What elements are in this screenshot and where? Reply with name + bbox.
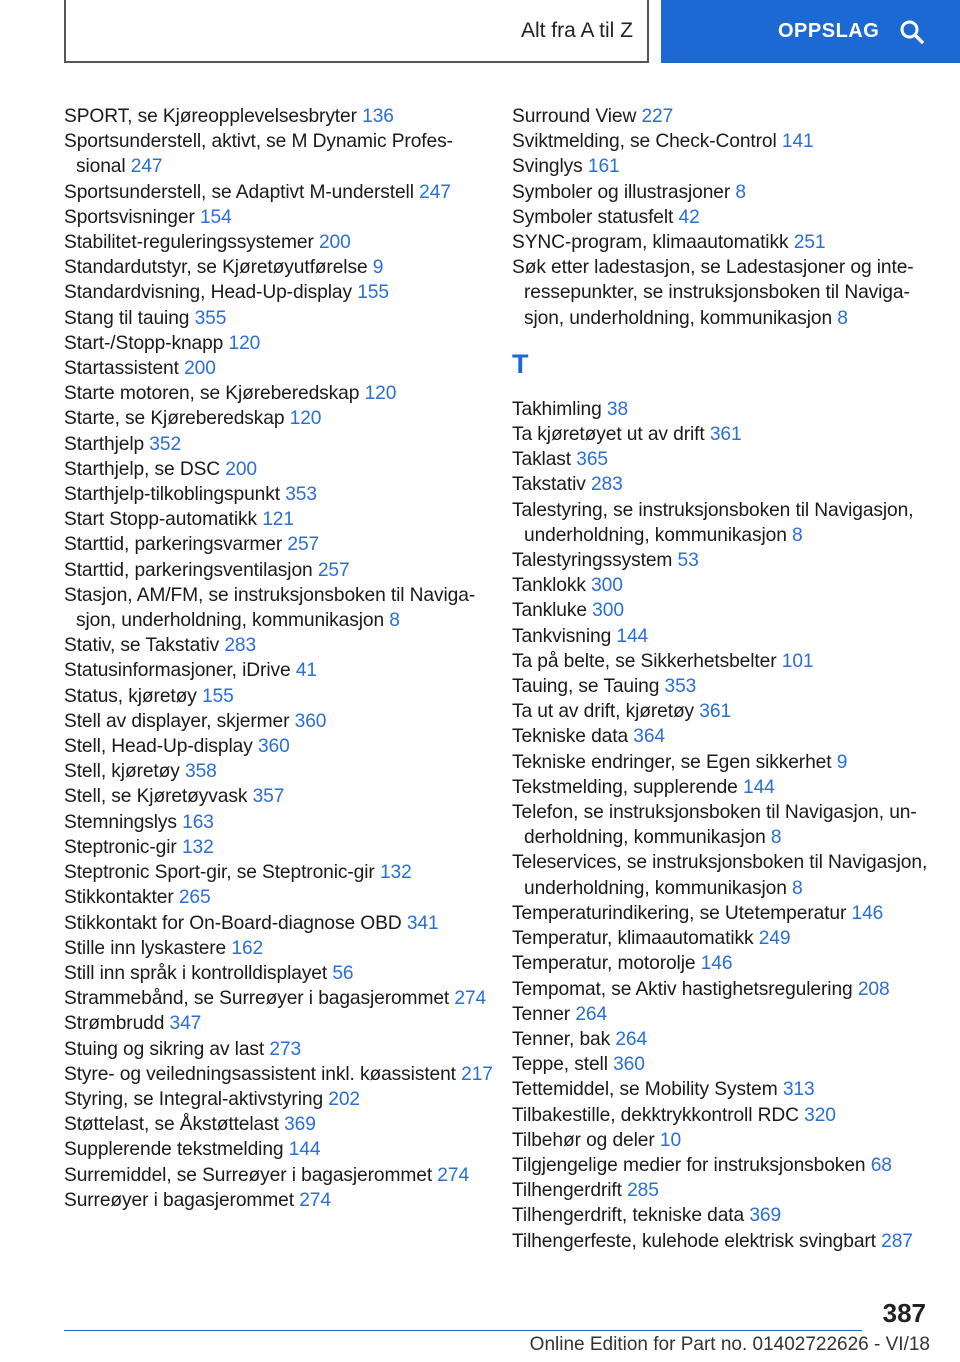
index-entry bbox=[64, 280, 494, 305]
search-icon[interactable] bbox=[899, 19, 925, 45]
index-entry-term: Tilhengerdrift bbox=[512, 1180, 622, 1202]
index-entry bbox=[512, 775, 932, 800]
page-link[interactable]: 121 bbox=[262, 509, 294, 531]
index-entry bbox=[64, 961, 494, 986]
index-entry-term: Still inn språk i kontrolldisplayet bbox=[64, 962, 328, 984]
index-entry-term: Tilbakestille, dekktrykkontroll RDC bbox=[512, 1104, 799, 1126]
page-link[interactable]: 132 bbox=[181, 836, 214, 858]
index-group-s bbox=[512, 104, 932, 331]
page-link[interactable]: 132 bbox=[379, 862, 412, 884]
page-link[interactable]: 283 bbox=[224, 635, 257, 657]
index-entry-term: Tettemiddel, se Mobility System bbox=[512, 1079, 778, 1101]
page-link[interactable]: 56 bbox=[332, 962, 354, 984]
page-link[interactable]: 8 bbox=[770, 827, 782, 849]
page-link[interactable]: 38 bbox=[606, 398, 629, 420]
index-entry bbox=[64, 1062, 494, 1087]
page-link[interactable]: 283 bbox=[590, 474, 623, 496]
index-entry-term: Styre- og veiledningsassistent inkl. køassistent bbox=[64, 1063, 456, 1085]
index-entry bbox=[64, 507, 494, 532]
index-entry-term: Surround View bbox=[512, 106, 637, 127]
page-link[interactable]: 8 bbox=[792, 877, 803, 899]
page-link[interactable]: 9 bbox=[836, 751, 848, 773]
index-entry bbox=[512, 1203, 932, 1228]
index-group-t bbox=[512, 397, 932, 1254]
index-entry bbox=[512, 154, 932, 179]
index-entry-term: Teppe, stell bbox=[512, 1054, 608, 1076]
index-entry-term: Tankvisning bbox=[512, 625, 612, 647]
page-link[interactable]: 257 bbox=[317, 559, 350, 581]
index-entry bbox=[64, 406, 494, 431]
page-link[interactable]: 249 bbox=[758, 928, 791, 950]
index-entry bbox=[512, 205, 932, 230]
index-entry-term: Statusinformasjoner, iDrive bbox=[64, 660, 291, 682]
page-link[interactable]: 8 bbox=[735, 181, 746, 203]
page-link[interactable]: 274 bbox=[299, 1189, 331, 1211]
page-link[interactable]: 217 bbox=[461, 1063, 493, 1085]
index-entry-term: Startassistent bbox=[64, 358, 179, 380]
index-entry-term: Tenner bbox=[512, 1003, 571, 1025]
index-entry bbox=[64, 1011, 494, 1036]
footer-divider bbox=[64, 1330, 862, 1331]
page-link[interactable]: 247 bbox=[419, 181, 451, 203]
section-title: Alt fra A til Z bbox=[520, 18, 633, 42]
page-link[interactable]: 163 bbox=[182, 811, 214, 833]
index-entry-term: Søk etter ladestasjon, se Ladestasjoner og interessepunkter, se instruksjonsboken til Navigasjon, underholdning, kommunikasjon bbox=[512, 257, 914, 329]
index-entry bbox=[64, 684, 494, 709]
index-entry-term: Starttid, parkeringsvarmer bbox=[64, 534, 283, 556]
index-entry bbox=[64, 457, 494, 482]
page-link[interactable]: 141 bbox=[781, 131, 814, 153]
page-link[interactable]: 53 bbox=[677, 550, 699, 572]
index-entry bbox=[512, 649, 932, 674]
page-link[interactable]: 360 bbox=[613, 1054, 645, 1076]
section-letter: T bbox=[512, 348, 529, 379]
index-entry-term: Temperatur, klimaautomatikk bbox=[512, 928, 754, 950]
index-entry-term: Tankluke bbox=[512, 600, 587, 622]
index-entry-term: Supplerende tekstmelding bbox=[64, 1139, 284, 1161]
index-entry bbox=[512, 129, 932, 154]
page-link[interactable]: 274 bbox=[437, 1164, 470, 1186]
index-entry-term: Stikkontakter bbox=[64, 887, 174, 909]
index-entry-term: Strammebånd, se Surreøyer i bagasjerommet bbox=[64, 988, 450, 1010]
index-entry-term: Teleservices, se instruksjonsboken til Navigasjon, underholdning, kommunikasjon bbox=[512, 852, 928, 899]
index-entry-term: Stille inn lyskastere bbox=[64, 937, 227, 959]
index-entry bbox=[512, 750, 932, 775]
index-column-right bbox=[512, 104, 932, 1254]
index-entry-term: Strømbrudd bbox=[64, 1013, 165, 1035]
index-entry bbox=[64, 860, 494, 885]
page-link[interactable]: 101 bbox=[781, 650, 814, 672]
index-entry bbox=[512, 901, 932, 926]
page-link[interactable]: 120 bbox=[289, 408, 322, 430]
index-entry-term: Styring, se Integral-aktivstyring bbox=[64, 1088, 324, 1110]
index-entry bbox=[64, 205, 494, 230]
index-entry bbox=[64, 810, 494, 835]
index-entry bbox=[512, 1077, 932, 1102]
page-link[interactable]: 146 bbox=[700, 953, 733, 975]
index-entry bbox=[64, 759, 494, 784]
index-entry-term: SYNC-program, klimaautomatikk bbox=[512, 232, 789, 254]
index-entry bbox=[64, 1137, 494, 1162]
page-link[interactable]: 41 bbox=[295, 660, 317, 682]
page-link[interactable]: 364 bbox=[633, 726, 665, 748]
page-link[interactable]: 120 bbox=[364, 383, 397, 405]
index-entry bbox=[512, 230, 932, 255]
index-entry bbox=[512, 1128, 932, 1153]
index-entry bbox=[512, 800, 932, 850]
page-link[interactable]: 200 bbox=[184, 358, 216, 380]
index-entry bbox=[512, 1229, 932, 1254]
lookup-tab[interactable] bbox=[661, 0, 960, 63]
page-link[interactable]: 208 bbox=[857, 978, 890, 1000]
page-link[interactable]: 155 bbox=[357, 282, 389, 304]
page-link[interactable]: 320 bbox=[804, 1104, 836, 1126]
section-header bbox=[64, 0, 649, 63]
index-entry bbox=[64, 1188, 494, 1213]
index-entry bbox=[512, 598, 932, 623]
index-entry-term: Standardutstyr, se Kjøretøyutførelse bbox=[64, 257, 368, 279]
page-link[interactable]: 365 bbox=[576, 449, 608, 471]
page-link[interactable]: 358 bbox=[185, 761, 217, 783]
index-entry-term: Start Stopp-automatikk bbox=[64, 509, 257, 531]
index-entry-term: Stasjon, AM/FM, se instruksjonsboken til Navigasjon, underholdning, kommunikasjon bbox=[64, 584, 476, 632]
index-entry-term: SPORT, se Kjøreopplevelsesbryter bbox=[64, 106, 357, 127]
index-entry bbox=[64, 658, 494, 683]
index-entry bbox=[512, 674, 932, 699]
page-link[interactable]: 347 bbox=[169, 1013, 202, 1035]
page-link[interactable]: 287 bbox=[881, 1230, 913, 1252]
index-entry-term: Stell av displayer, skjermer bbox=[64, 710, 290, 732]
page-link[interactable]: 264 bbox=[575, 1003, 608, 1025]
index-entry bbox=[64, 835, 494, 860]
index-column-left bbox=[64, 104, 494, 1213]
index-entry bbox=[512, 1052, 932, 1077]
index-entry bbox=[64, 432, 494, 457]
page-number: 387 bbox=[882, 1298, 926, 1328]
index-entry bbox=[512, 180, 932, 205]
index-entry bbox=[512, 498, 932, 548]
index-entry bbox=[512, 926, 932, 951]
page-link[interactable]: 202 bbox=[328, 1088, 360, 1110]
page-link[interactable]: 68 bbox=[870, 1154, 892, 1176]
page-link[interactable]: 200 bbox=[225, 458, 257, 480]
index-entry-term: Symboler og illustrasjoner bbox=[512, 181, 731, 203]
index-entry-term: Svinglys bbox=[512, 156, 583, 178]
index-entry-term: Sviktmelding, se Check-Control bbox=[512, 131, 777, 153]
page-link[interactable]: 8 bbox=[389, 610, 400, 632]
index-entry-term: Stell, se Kjøretøyvask bbox=[64, 786, 248, 808]
index-entry-term: Stabilitet-reguleringssystemer bbox=[64, 232, 314, 254]
index-entry bbox=[64, 306, 494, 331]
index-entry-term: Ta ut av drift, kjøretøy bbox=[512, 701, 695, 723]
index-entry bbox=[512, 951, 932, 976]
index-entry bbox=[64, 532, 494, 557]
index-entry-term: Støttelast, se Åkstøttelast bbox=[64, 1114, 279, 1136]
page-link[interactable]: 357 bbox=[252, 786, 285, 808]
index-entry-term: Telefon, se instruksjonsboken til Navigasjon, underholdning, kommunikasjon bbox=[512, 802, 917, 849]
index-entry-term: Starthjelp bbox=[64, 433, 145, 455]
page-link[interactable]: 162 bbox=[231, 937, 264, 959]
index-entry bbox=[512, 699, 932, 724]
index-entry-term: Steptronic Sport-gir, se Steptronic-gir bbox=[64, 862, 375, 884]
index-entry bbox=[64, 911, 494, 936]
page-link[interactable]: 8 bbox=[837, 307, 848, 329]
index-entry bbox=[512, 724, 932, 749]
page-link[interactable]: 264 bbox=[615, 1028, 648, 1050]
page-link[interactable]: 300 bbox=[591, 575, 623, 597]
index-entry-term: Tilgjengelige medier for instruksjonsboken bbox=[512, 1154, 866, 1176]
index-entry-term: Ta kjøretøyet ut av drift bbox=[512, 424, 705, 446]
index-entry bbox=[64, 331, 494, 356]
page-link[interactable]: 9 bbox=[372, 257, 384, 279]
page-link[interactable]: 352 bbox=[149, 433, 182, 455]
index-entry-term: Takstativ bbox=[512, 474, 586, 496]
index-entry-term: Takhimling bbox=[512, 398, 602, 420]
page-link[interactable]: 273 bbox=[269, 1038, 302, 1060]
index-entry bbox=[512, 397, 932, 422]
index-entry-term: Starte motoren, se Kjøreberedskap bbox=[64, 383, 360, 405]
index-entry-term: Tilbehør og deler bbox=[512, 1129, 655, 1151]
index-entry bbox=[64, 381, 494, 406]
index-entry-term: Stikkontakt for On-Board-diagnose OBD bbox=[64, 912, 402, 934]
index-entry bbox=[64, 558, 494, 583]
page-link[interactable]: 247 bbox=[130, 156, 163, 178]
index-entry-term: Talestyringssystem bbox=[512, 550, 673, 572]
page-link[interactable]: 227 bbox=[641, 106, 674, 127]
index-entry bbox=[512, 1002, 932, 1027]
index-entry-term: Ta på belte, se Sikkerhetsbelter bbox=[512, 650, 777, 672]
page-link[interactable]: 369 bbox=[284, 1114, 316, 1136]
page-link[interactable]: 136 bbox=[362, 106, 394, 127]
index-entry-term: Surreøyer i bagasjerommet bbox=[64, 1189, 294, 1211]
index-entry-term: Start-/Stopp-knapp bbox=[64, 332, 224, 354]
index-entry-term: Starthjelp-tilkoblingspunkt bbox=[64, 484, 280, 506]
page-link[interactable]: 144 bbox=[288, 1139, 321, 1161]
page-link[interactable]: 144 bbox=[616, 625, 649, 647]
index-entry bbox=[64, 986, 494, 1011]
page-link[interactable]: 353 bbox=[285, 484, 317, 506]
page-link[interactable]: 313 bbox=[782, 1079, 815, 1101]
index-entry bbox=[512, 548, 932, 573]
page-link[interactable]: 274 bbox=[454, 988, 487, 1010]
index-entry-term: Taklast bbox=[512, 449, 572, 471]
page-link[interactable]: 154 bbox=[199, 206, 232, 228]
index-entry bbox=[512, 1103, 932, 1128]
index-entry bbox=[512, 573, 932, 598]
index-entry-term: Tekstmelding, supplerende bbox=[512, 776, 738, 798]
page-link[interactable]: 120 bbox=[228, 332, 261, 354]
page-link[interactable]: 360 bbox=[294, 710, 327, 732]
index-entry bbox=[512, 1027, 932, 1052]
index-entry-term: Surremiddel, se Surreøyer i bagasjerommet bbox=[64, 1164, 433, 1186]
index-entry-term: Temperatur, motorolje bbox=[512, 953, 696, 975]
page-link[interactable]: 251 bbox=[793, 232, 826, 254]
page-header bbox=[0, 0, 960, 66]
page-link[interactable]: 10 bbox=[659, 1129, 682, 1151]
index-entry-term: Starthjelp, se DSC bbox=[64, 458, 221, 480]
index-entry bbox=[64, 129, 494, 179]
index-entry bbox=[512, 104, 932, 129]
page-link[interactable]: 360 bbox=[257, 736, 290, 758]
index-entry bbox=[64, 356, 494, 381]
index-entry bbox=[64, 230, 494, 255]
page-link[interactable]: 42 bbox=[678, 206, 700, 228]
page-link[interactable]: 161 bbox=[587, 156, 620, 178]
index-entry-term: Stang til tauing bbox=[64, 307, 190, 329]
index-entry-term: Tekniske endringer, se Egen sikkerhet bbox=[512, 751, 832, 773]
page-link[interactable]: 155 bbox=[201, 685, 234, 707]
index-entry-term: Sportsunderstell, se Adaptivt M-understell bbox=[64, 181, 414, 203]
index-entry bbox=[64, 784, 494, 809]
index-entry-term: Starte, se Kjøreberedskap bbox=[64, 408, 285, 430]
edition-footer: Online Edition for Part no. 01402722626 - VI/18 bbox=[529, 1334, 930, 1355]
index-entry-term: Standardvisning, Head-Up-display bbox=[64, 282, 352, 304]
index-entry bbox=[512, 850, 932, 900]
index-entry bbox=[64, 1087, 494, 1112]
index-entry bbox=[64, 1037, 494, 1062]
page-link[interactable]: 265 bbox=[178, 887, 211, 909]
index-entry-term: Stell, Head-Up-display bbox=[64, 736, 253, 758]
index-entry-term: Starttid, parkeringsventilasjon bbox=[64, 559, 313, 581]
index-entry-term: Tenner, bak bbox=[512, 1028, 611, 1050]
index-entry bbox=[512, 1153, 932, 1178]
index-entry bbox=[64, 255, 494, 280]
index-entry bbox=[64, 936, 494, 961]
index-entry-term: Sportsvisninger bbox=[64, 206, 195, 228]
index-entry bbox=[512, 624, 932, 649]
lookup-tab-label: OPPSLAG bbox=[778, 20, 880, 42]
index-entry-term: Talestyring, se instruksjonsboken til Navigasjon, underholdning, kommunikasjon bbox=[512, 499, 914, 546]
page-link[interactable]: 144 bbox=[743, 776, 775, 798]
index-entry-term: Status, kjøretøy bbox=[64, 685, 197, 707]
index-entry bbox=[512, 977, 932, 1002]
index-entry-term: Tilhengerfeste, kulehode elektrisk svingbart bbox=[512, 1230, 876, 1252]
index-entry-term: Sportsunderstell, aktivt, se M Dynamic Professional bbox=[64, 131, 453, 178]
index-entry bbox=[512, 255, 932, 331]
page-link[interactable]: 200 bbox=[318, 232, 351, 254]
index-entry bbox=[64, 633, 494, 658]
index-entry-term: Stativ, se Takstativ bbox=[64, 635, 220, 657]
index-entry bbox=[512, 447, 932, 472]
index-entry bbox=[64, 180, 494, 205]
index-entry-term: Tekniske data bbox=[512, 726, 629, 748]
page-link[interactable]: 300 bbox=[592, 600, 624, 622]
index-entry bbox=[64, 1163, 494, 1188]
index-entry bbox=[64, 734, 494, 759]
index-entry-term: Stell, kjøretøy bbox=[64, 761, 180, 783]
index-entry bbox=[512, 472, 932, 497]
index-entry-term: Stuing og sikring av last bbox=[64, 1038, 265, 1060]
index-entry-term: Stemningslys bbox=[64, 811, 177, 833]
page-link[interactable]: 146 bbox=[851, 902, 884, 924]
index-entry-term: Tauing, se Tauing bbox=[512, 676, 660, 698]
index-entry-term: Tilhengerdrift, tekniske data bbox=[512, 1205, 745, 1227]
index-entry-term: Tempomat, se Aktiv hastighetsregulering bbox=[512, 978, 853, 1000]
page-link[interactable]: 257 bbox=[287, 534, 320, 556]
index-entry bbox=[64, 885, 494, 910]
index-entry-term: Tanklokk bbox=[512, 575, 586, 597]
page-link[interactable]: 341 bbox=[406, 912, 439, 934]
index-entry bbox=[64, 583, 494, 633]
index-entry bbox=[512, 1178, 932, 1203]
index-entry bbox=[64, 482, 494, 507]
page-link[interactable]: 353 bbox=[664, 676, 697, 698]
index-entry bbox=[64, 709, 494, 734]
index-entry bbox=[64, 104, 494, 129]
page-link[interactable]: 361 bbox=[709, 424, 742, 446]
index-entry bbox=[512, 422, 932, 447]
page-link[interactable]: 285 bbox=[627, 1180, 659, 1202]
index-entry bbox=[64, 1112, 494, 1137]
page-link[interactable]: 361 bbox=[699, 701, 732, 723]
index-entry-term: Symboler statusfelt bbox=[512, 206, 674, 228]
index-entry-term: Temperaturindikering, se Utetemperatur bbox=[512, 902, 847, 924]
page-link[interactable]: 369 bbox=[749, 1205, 782, 1227]
page-link[interactable]: 355 bbox=[194, 307, 227, 329]
index-entry-term: Steptronic-gir bbox=[64, 836, 177, 858]
page-link[interactable]: 8 bbox=[792, 524, 803, 546]
